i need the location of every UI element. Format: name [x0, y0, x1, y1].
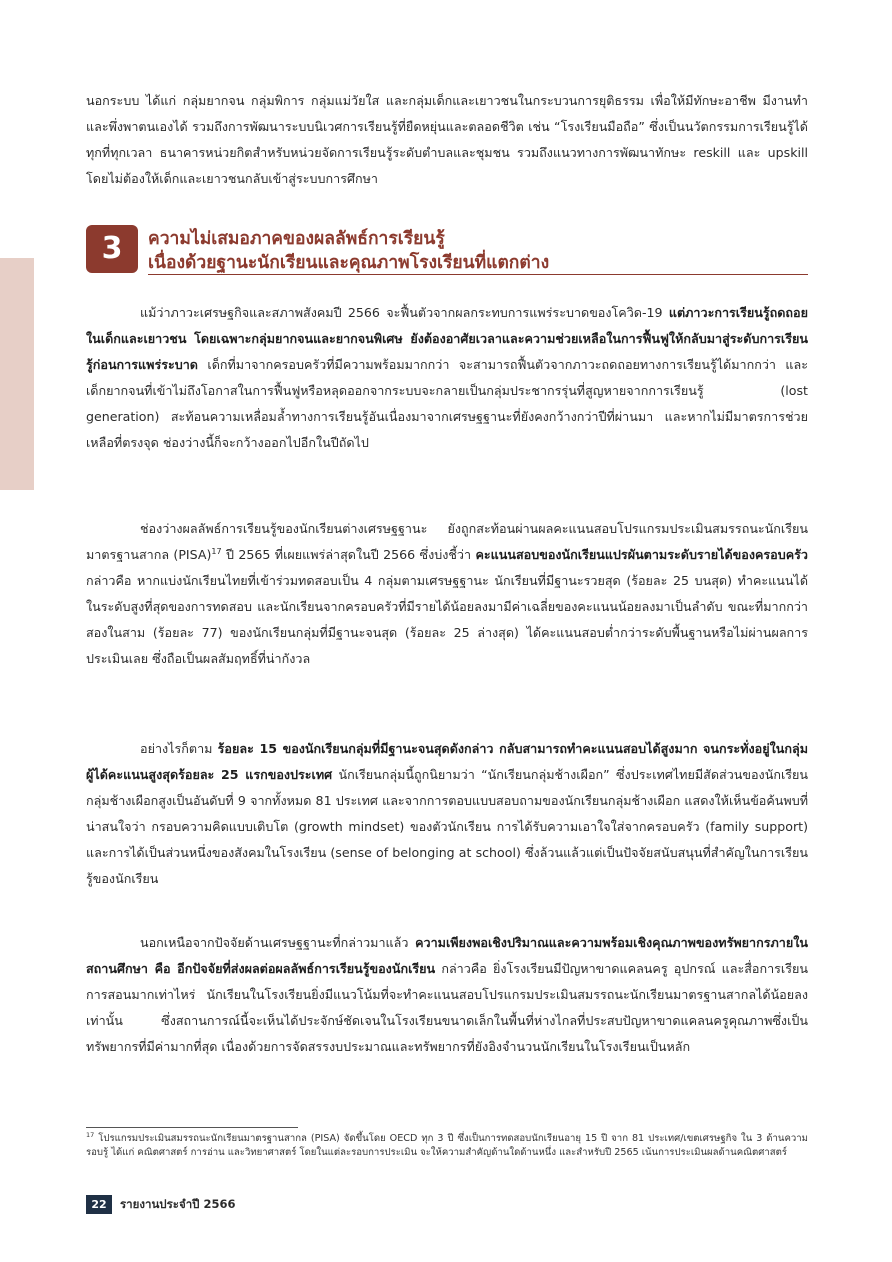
page-number-badge: 22 — [86, 1195, 112, 1214]
side-tab-marker — [0, 258, 34, 490]
p4-emphasis: ความเพียงพอเชิงปริมาณและความพร้อมเชิงคุณภาพของทรัพยากรภายในสถานศึกษา คือ อีกปัจจัยที่ส่งผลต่อผลลัพธ์การเรียนรู้ของนักเรียน — [86, 935, 808, 976]
footnote-text: โปรแกรมประเมินสมรรถนะนักเรียนมาตรฐานสากล (PISA) จัดขึ้นโดย OECD ทุก 3 ปี ซึ่งเป็นการทดสอบนักเรียนอายุ 15 ปี จาก 81 ประเทศ/เขตเศรษฐกิจ ใน 3 ด้านความรอบรู้ ได้แก่ คณิตศาสตร์ การอ่าน และวิทยาศาสตร์ โดยในแต่ละรอบการประเมิน จะให้ความสำคัญด้านใดด้านหนึ่ง และสำหรับปี 2565 เน้นการประเมินผลด้านคณิตศาสตร์ — [86, 1133, 808, 1158]
section-title-underline — [148, 274, 808, 275]
p2-text-a: ช่องว่างผลลัพธ์การเรียนรู้ของนักเรียนต่างเศรษฐฐานะ ยังถูกสะท้อนผ่านผลคะแนนสอบโปรแกรมประเมินสมรรถนะนักเรียนมาตรฐานสากล (PISA) — [86, 521, 808, 562]
section-number-badge: 3 — [86, 225, 138, 273]
p1-text-c: เด็กที่มาจากครอบครัวที่มีความพร้อมมากกว่า จะสามารถฟื้นตัวจากภาวะถดถอยทางการเรียนรู้ได้มากกว่า และเด็กยากจนที่เข้าไม่ถึงโอกาสในการฟื้นฟูหรือหลุดออกจากระบบจะกลายเป็นกลุ่มประชากรรุ่นที่สูญหายจากการเรียนรู้ (lost generation) สะท้อนความเหลื่อมล้ำทางการเรียนรู้อันเนื่องมาจากเศรษฐฐานะที่ยังคงกว้างกว่าปีที่ผ่านมา และหากไม่มีมาตรการช่วยเหลือที่ตรงจุด ช่องว่างนี้ก็จะกว้างออกไปอีกในปีถัดไป — [86, 357, 808, 450]
footnote-mark: 17 — [86, 1130, 95, 1139]
p1-text-a: แม้ว่าภาวะเศรษฐกิจและสภาพสังคมปี 2566 จะฟื้นตัวจากผลกระทบการแพร่ระบาดของโควิด-19 — [140, 305, 669, 320]
p2-emphasis: คะแนนสอบของนักเรียนแปรผันตามระดับรายได้ของครอบครัว — [475, 547, 808, 562]
p4-text-c: กล่าวคือ ยิ่งโรงเรียนมีปัญหาขาดแคลนครู อุปกรณ์ และสื่อการเรียนการสอนมากเท่าไหร่ นักเรียนในโรงเรียนยิ่งมีแนวโน้มที่จะทำคะแนนสอบโปรแกรมประเมินสมรรถนะนักเรียนมาตรฐานสากลได้น้อยลงเท่านั้น ซึ่งสถานการณ์นี้จะเห็นได้ประจักษ์ชัดเจนในโรงเรียนขนาดเล็กในพื้นที่ห่างไกลที่ประสบปัญหาขาดแคลนครูคุณภาพซึ่งเป็นทรัพยากรที่มีค่ามากที่สุด เนื่องด้วยการจัดสรรงบประมาณและทรัพยากรที่ยังอิงจำนวนนักเรียนในโรงเรียนเป็นหลัก — [86, 961, 808, 1054]
p3-text-c: นักเรียนกลุ่มนี้ถูกนิยามว่า “นักเรียนกลุ่มช้างเผือก” ซึ่งประเทศไทยมีสัดส่วนของนักเรียนกลุ่มช้างเผือกสูงเป็นอันดับที่ 9 จากทั้งหมด 81 ประเทศ และจากการตอบแบบสอบถามของนักเรียนกลุ่มช้างเผือก แสดงให้เห็นข้อค้นพบที่น่าสนใจว่า กรอบความคิดแบบเติบโต (growth mindset) ของตัวนักเรียน การได้รับความเอาใจใส่จากครอบครัว (family support) และการได้เป็นส่วนหนึ่งของสังคมในโรงเรียน (sense of belonging at school) ซึ่งล้วนแล้วแต่เป็นปัจจัยสนับสนุนที่สำคัญในการเรียนรู้ของนักเรียน — [86, 767, 808, 886]
intro-paragraph: นอกระบบ ได้แก่ กลุ่มยากจน กลุ่มพิการ กลุ่มแม่วัยใส และกลุ่มเด็กและเยาวชนในกระบวนการยุติธรรม เพื่อให้มีทักษะอาชีพ มีงานทำ และพึ่งพาตนเองได้ รวมถึงการพัฒนาระบบนิเวศการเรียนรู้ที่ยืดหยุ่นและตลอดชีวิต เช่น “โรงเรียนมือถือ” ซึ่งเป็นนวัตกรรมการเรียนรู้ได้ทุกที่ทุกเวลา ธนาคารหน่วยกิตสำหรับหน่วยจัดการเรียนรู้ระดับตำบลและชุมชน รวมถึงแนวทางการพัฒนาทักษะ reskill และ upskill โดยไม่ต้องให้เด็กและเยาวชนกลับเข้าสู่ระบบการศึกษา — [86, 93, 808, 186]
section-title-line-2: เนื่องด้วยฐานะนักเรียนและคุณภาพโรงเรียนที่แตกต่าง — [148, 253, 550, 273]
footnote-reference[interactable]: 17 — [211, 546, 222, 556]
paragraph-1 — [86, 300, 808, 456]
report-title: รายงานประจำปี 2566 — [120, 1197, 236, 1211]
footnote — [86, 1132, 808, 1159]
paragraph-3 — [86, 736, 808, 892]
p2-text-d: กล่าวคือ หากแบ่งนักเรียนไทยที่เข้าร่วมทดสอบเป็น 4 กลุ่มตามเศรษฐฐานะ นักเรียนที่มีฐานะรวยสุด (ร้อยละ 25 บนสุด) ทำคะแนนได้ในระดับสูงที่สุดของการทดสอบ และนักเรียนจากครอบครัวที่มีรายได้น้อยลงมามีค่าเฉลี่ยของคะแนนน้อยลงมาเป็นลำดับ ขณะที่มากกว่าสองในสาม (ร้อยละ 77) ของนักเรียนกลุ่มที่มีฐานะจนสุด (ร้อยละ 25 ล่างสุด) ได้คะแนนสอบต่ำกว่าระดับพื้นฐานหรือไม่ผ่านผลการประเมินเลย ซึ่งถือเป็นผลสัมฤทธิ์ที่น่ากังวล — [86, 573, 808, 666]
p2-text-b: ปี 2565 ที่เผยแพร่ล่าสุดในปี 2566 ซึ่งบ่งชี้ว่า — [221, 547, 476, 562]
section-title-line-1: ความไม่เสมอภาคของผลลัพธ์การเรียนรู้ — [148, 229, 445, 249]
footnote-divider — [86, 1127, 298, 1128]
p1-emphasis: แต่ภาวะการเรียนรู้ถดถอยในเด็กและเยาวชน โดยเฉพาะกลุ่มยากจนและยากจนพิเศษ ยังต้องอาศัยเวลาและความช่วยเหลือในการฟื้นฟูให้กลับมาสู่ระดับการเรียนรู้ก่อนการแพร่ระบาด — [86, 305, 808, 372]
p3-emphasis: ร้อยละ 15 ของนักเรียนกลุ่มที่มีฐานะจนสุดดังกล่าว กลับสามารถทำคะแนนสอบได้สูงมาก จนกระทั่งอยู่ในกลุ่มผู้ได้คะแนนสูงสุดร้อยละ 25 แรกของประเทศ — [86, 741, 808, 782]
section-heading — [86, 222, 808, 276]
paragraph-2 — [86, 516, 808, 672]
p4-text-a: นอกเหนือจากปัจจัยด้านเศรษฐฐานะที่กล่าวมาแล้ว — [140, 935, 416, 950]
paragraph-4 — [86, 930, 808, 1060]
p3-text-a: อย่างไรก็ตาม — [140, 741, 218, 756]
